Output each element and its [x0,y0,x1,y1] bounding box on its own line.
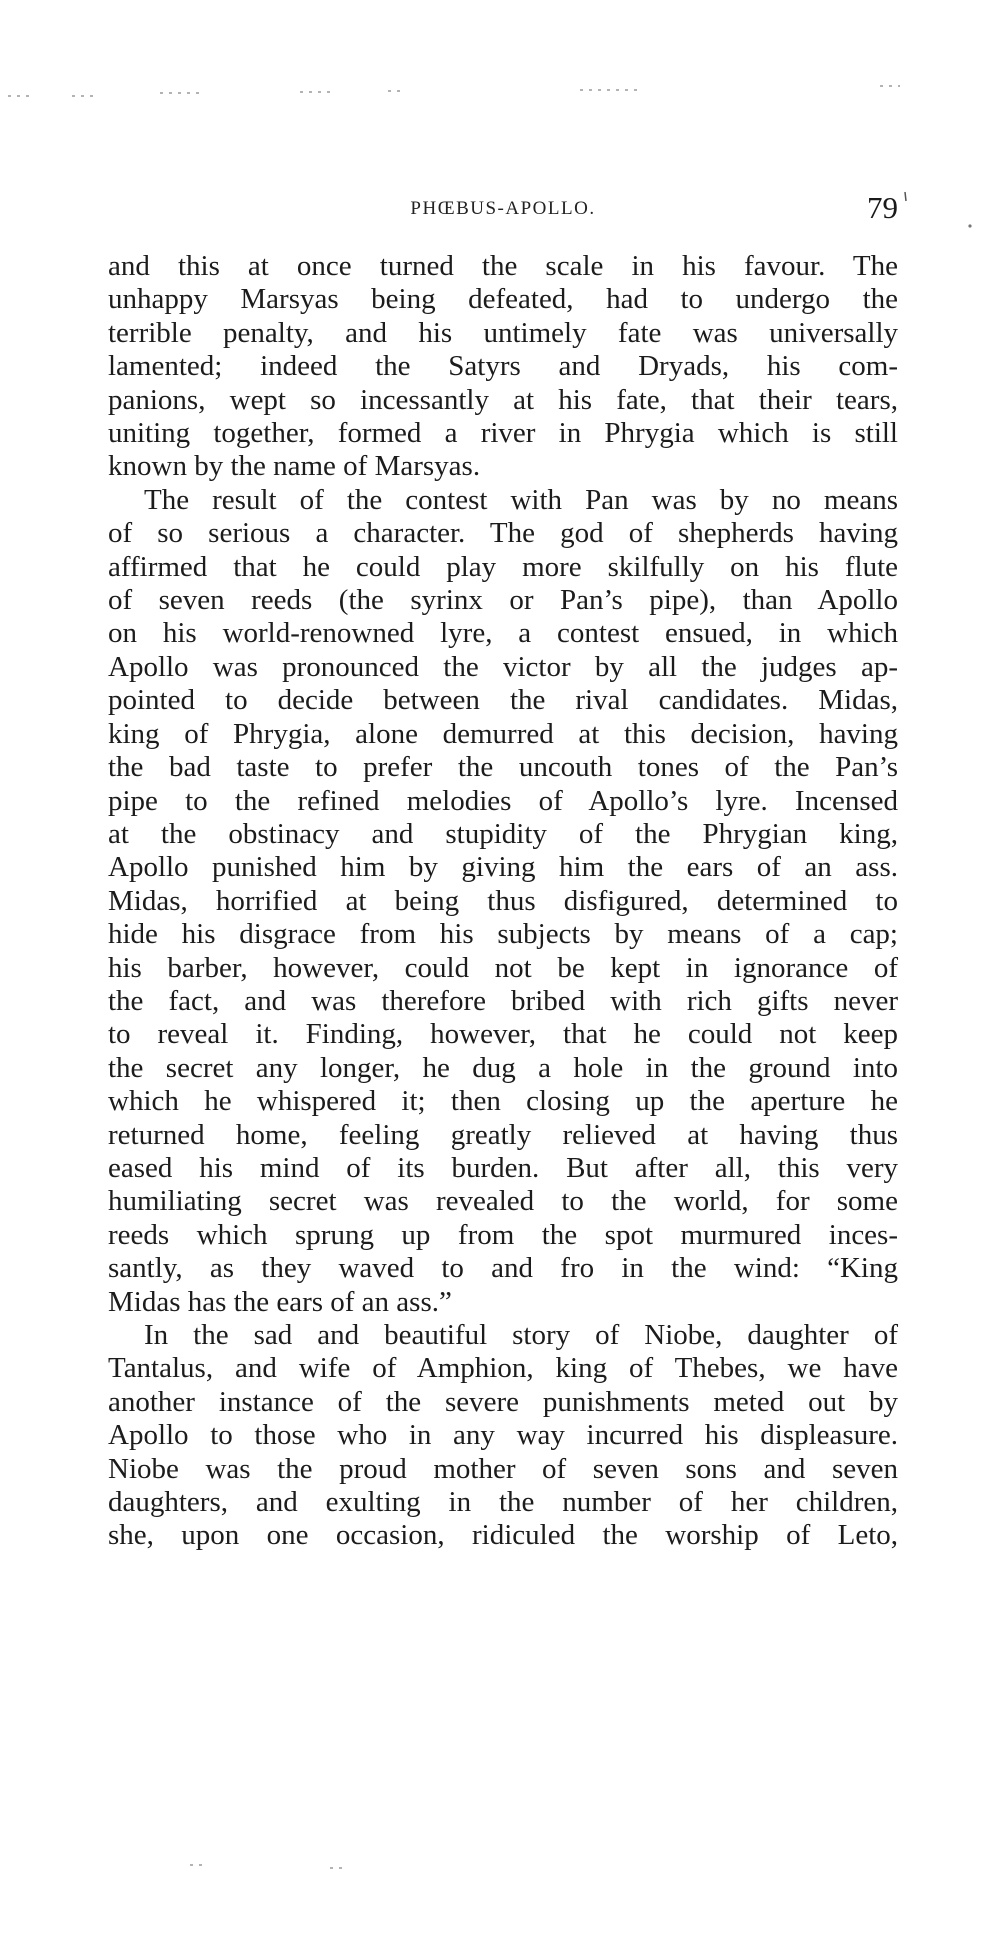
running-head [108,190,898,230]
text-line: humiliating secret was revealed to the world, for some [108,1185,898,1218]
text-line: at the obstinacy and stupidity of the Phrygian king, [108,817,898,850]
text-line: affirmed that he could play more skilfully on his flute [108,550,898,583]
text-line: king of Phrygia, alone demurred at this decision, having [108,717,898,750]
text-line: of seven reeds (the syrinx or Pan’s pipe), than Apollo [108,584,898,617]
paragraph-pan-contest [108,484,898,1319]
text-line: eased his mind of its burden. But after all, this very [108,1151,898,1184]
text-line: Apollo to those who in any way incurred his displeasure. [108,1419,898,1452]
text-line: daughters, and exulting in the number of her children, [108,1486,898,1519]
text-line: Apollo punished him by giving him the ears of an ass. [108,851,898,884]
text-line: the bad taste to prefer the uncouth tones of the Pan’s [108,751,898,784]
text-line: Midas has the ears of an ass.” [108,1285,452,1318]
running-title: PHŒBUS-APOLLO. [410,198,596,219]
text-line: which he whispered it; then closing up the aperture he [108,1085,898,1118]
text-line: hide his disgrace from his subjects by means of a cap; [108,918,898,951]
text-line: santly, as they waved to and fro in the wind: “King [108,1252,898,1285]
body-text [108,250,898,1553]
text-line: his barber, however, could not be kept in ignorance of [108,951,898,984]
text-line: the secret any longer, he dug a hole in the ground into [108,1051,898,1084]
text-line: unhappy Marsyas being defeated, had to undergo the [108,283,898,316]
text-line: The result of the contest with Pan was by no means [144,483,898,516]
text-line: In the sad and beautiful story of Niobe, daughter of [144,1319,898,1351]
text-line: on his world-renowned lyre, a contest ensued, in which [108,617,898,650]
text-line: Tantalus, and wife of Amphion, king of Thebes, we have [108,1352,898,1385]
paragraph-marsyas [108,250,898,484]
text-line: she, upon one occasion, ridiculed the worship of Leto, [108,1519,898,1552]
text-line: of so serious a character. The god of shepherds having [108,517,898,550]
paragraph-niobe [108,1319,898,1553]
text-line: pipe to the refined melodies of Apollo’s lyre. Incensed [108,784,898,817]
text-line: to reveal it. Finding, however, that he could not keep [108,1018,898,1051]
text-line: another instance of the severe punishments meted out by [108,1385,898,1418]
text-line: Niobe was the proud mother of seven sons and seven [108,1452,898,1485]
text-line: Apollo was pronounced the victor by all the judges ap- [108,650,898,683]
page-number: 79 [867,190,898,225]
text-line: panions, wept so incessantly at his fate, that their tears, [108,383,898,416]
text-line: lamented; indeed the Satyrs and Dryads, his com- [108,350,898,383]
text-line: reeds which sprung up from the spot murmured inces- [108,1218,898,1251]
text-line: terrible penalty, and his untimely fate was universally [108,316,898,349]
text-line: uniting together, formed a river in Phrygia which is still [108,417,898,450]
text-line: pointed to decide between the rival candidates. Midas, [108,684,898,717]
text-line: the fact, and was therefore bribed with rich gifts never [108,984,898,1017]
text-line: Midas, horrified at being thus disfigured, determined to [108,884,898,917]
text-line: known by the name of Marsyas. [108,450,481,483]
text-line: and this at once turned the scale in his favour. The [108,250,898,282]
text-line: returned home, feeling greatly relieved at having thus [108,1118,898,1151]
